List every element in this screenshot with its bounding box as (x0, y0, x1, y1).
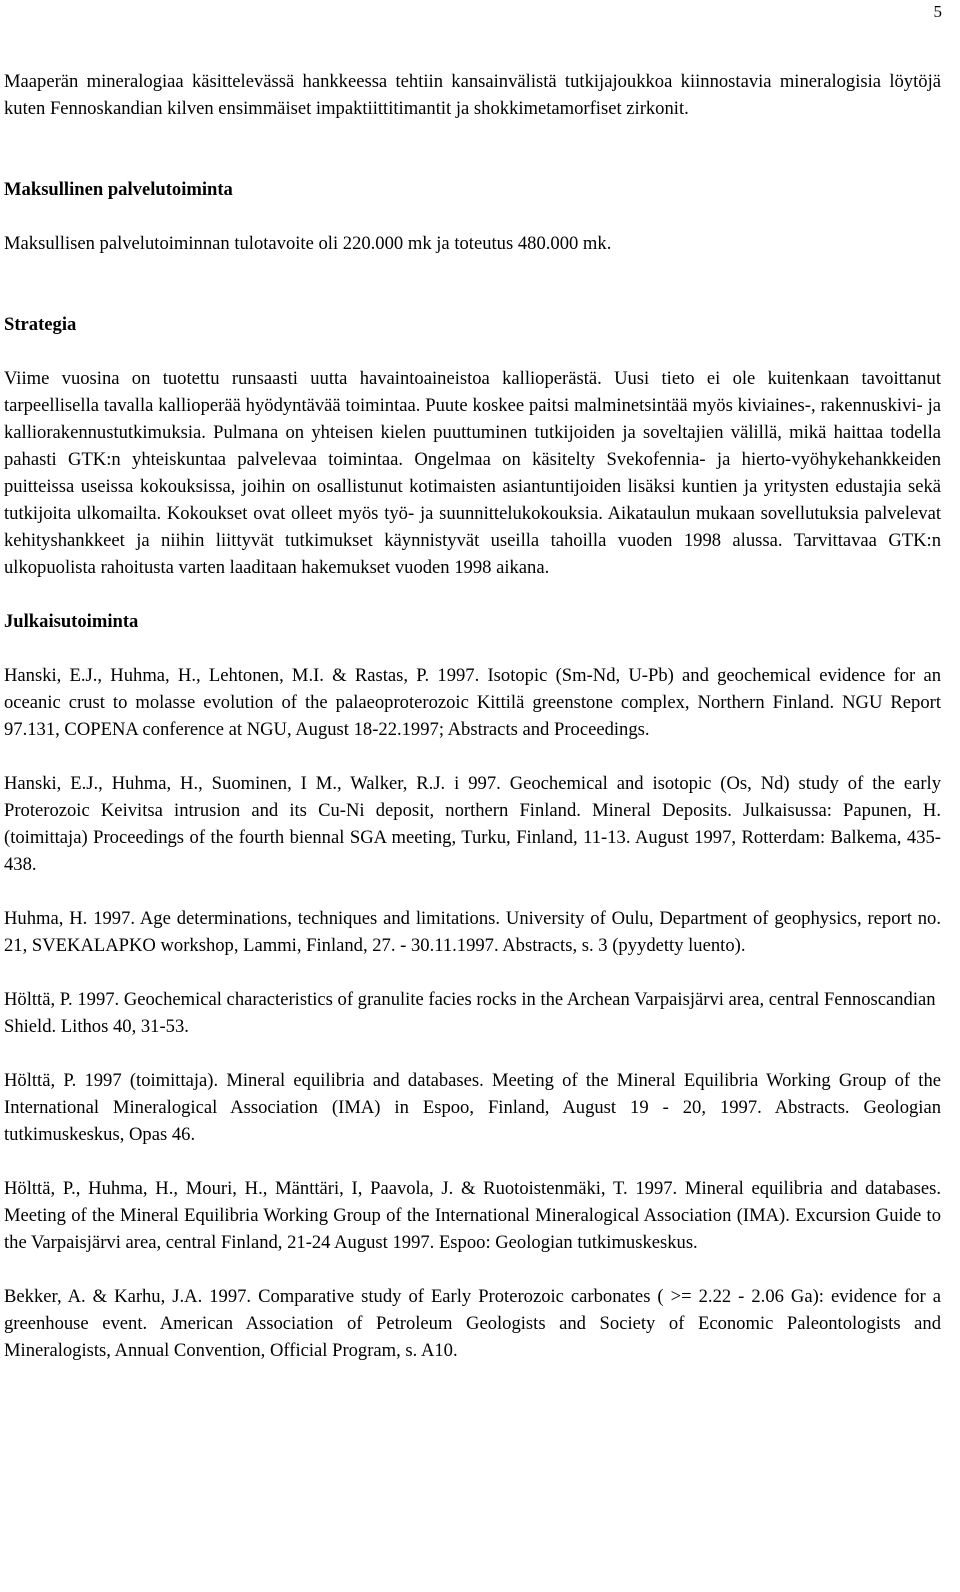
section-heading-maksullinen: Maksullinen palvelutoiminta (4, 179, 233, 200)
section-heading-strategia: Strategia (4, 314, 77, 335)
reference-item: Hölttä, P. 1997. Geochemical characteristics of granulite facies rocks in the Archean Varpaisjärvi area, central Fennoscandian Shield. Lithos 40, 31-53. (4, 989, 936, 1037)
reference-item: Hanski, E.J., Huhma, H., Lehtonen, M.I. & Rastas, P. 1997. Isotopic (Sm-Nd, U-Pb) and geochemical evidence for an oceanic crust to molasse evolution of the palaeoproterozoic Kittilä greenstone complex, Northern Finland. NGU Report 97.131, COPENA conference at NGU, August 18-22.1997; Abstracts and Proceedings. (4, 665, 941, 740)
maksullinen-paragraph: Maksullisen palvelutoiminnan tulotavoite oli 220.000 mk ja toteutus 480.000 mk. (4, 233, 612, 254)
reference-item: Huhma, H. 1997. Age determinations, techniques and limitations. University of Oulu, Department of geophysics, report no. 21, SVEKALAPKO workshop, Lammi, Finland, 27. - 30.11.1997. Abstracts, s. 3 (pyydetty luento). (4, 908, 941, 956)
reference-item: Hölttä, P. 1997 (toimittaja). Mineral equilibria and databases. Meeting of the Mineral Equilibria Working Group of the International Mineralogical Association (IMA) in Espoo, Finland, August 19 - 20, 1997. Abstracts. Geologian tutkimuskeskus, Opas 46. (4, 1070, 941, 1145)
reference-item: Hölttä, P., Huhma, H., Mouri, H., Mänttäri, I, Paavola, J. & Ruotoistenmäki, T. 1997. Mineral equilibria and databases. Meeting of the Mineral Equilibria Working Group of the International Mineralogical Association (IMA). Excursion Guide to the Varpaisjärvi area, central Finland, 21-24 August 1997. Espoo: Geologian tutkimuskeskus. (4, 1178, 941, 1253)
page-content (4, 68, 941, 1364)
intro-paragraph: Maaperän mineralogiaa käsittelevässä hankkeessa tehtiin kansainvälistä tutkijajoukkoa kiinnostavia mineralogisia löytöjä kuten Fennoskandian kilven ensimmäiset impaktiittitimantit ja shokkimetamorfiset zirkonit. (4, 71, 941, 119)
strategia-paragraph: Viime vuosina on tuotettu runsaasti uutta havaintoaineistoa kallioperästä. Uusi tieto ei ole kuitenkaan tavoittanut tarpeellisella tavalla kallioperää hyödyntävää toimintaa. Puute koskee paitsi malminetsintää myös kiviaines-, rakennuskivi- ja kalliorakennustutkimuksia. Pulmana on yhteisen kielen puuttuminen tutkijoiden ja soveltajien välillä, mikä haittaa todella pahasti GTK:n yhteiskuntaa palvelevaa toimintaa. Ongelmaa on käsitelty Svekofennia- ja hierto-vyöhykehankkeiden puitteissa useissa kokouksissa, joihin on osallistunut kotimaisten asiantuntijoiden lisäksi kuntien ja yritysten edustajia sekä tutkijoita ulkomailta. Kokoukset ovat olleet myös työ- ja suunnittelukokouksia. Aikataulun mukaan sovellutuksia palvelevat kehityshankkeet ja niihin liittyvät tutkimukset käynnistyvät useilla tahoilla vuoden 1998 alussa. Tarvittavaa GTK:n ulkopuolista rahoitusta varten laaditaan hakemukset vuoden 1998 aikana. (4, 368, 941, 578)
section-heading-julkaisutoiminta: Julkaisutoiminta (4, 611, 139, 632)
page-number: 5 (933, 2, 942, 21)
reference-item: Hanski, E.J., Huhma, H., Suominen, I M., Walker, R.J. i 997. Geochemical and isotopic (Os, Nd) study of the early Proterozoic Keivitsa intrusion and its Cu-Ni deposit, northern Finland. Mineral Deposits. Julkaisussa: Papunen, H. (toimittaja) Proceedings of the fourth biennal SGA meeting, Turku, Finland, 11-13. August 1997, Rotterdam: Balkema, 435-438. (4, 773, 941, 875)
reference-item: Bekker, A. & Karhu, J.A. 1997. Comparative study of Early Proterozoic carbonates ( >= 2.22 - 2.06 Ga): evidence for a greenhouse event. American Association of Petroleum Geologists and Society of Economic Paleontologists and Mineralogists, Annual Convention, Official Program, s. A10. (4, 1286, 941, 1361)
